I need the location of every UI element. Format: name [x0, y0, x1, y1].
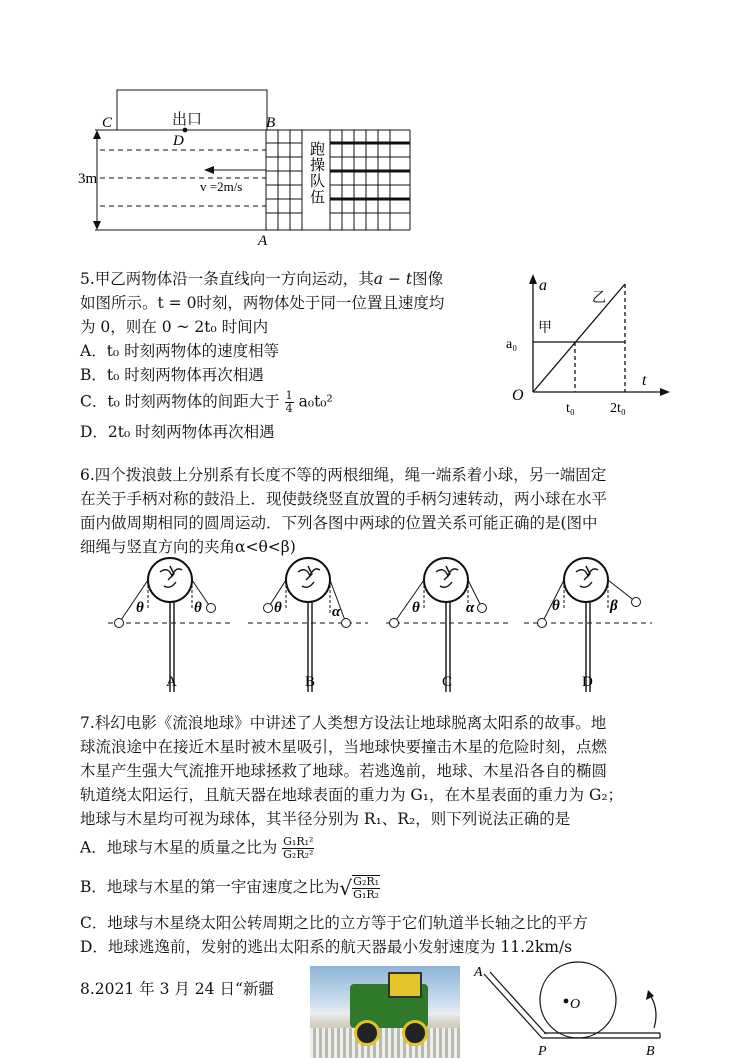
q5-line3: 为 0，则在 0 ~ 2t₀ 时间内 [80, 318, 269, 336]
fig-b-label: B [305, 674, 316, 690]
at-graph [500, 270, 675, 420]
q8-point-a: A [474, 965, 483, 980]
q5-option-b: B．t₀ 时刻两物体再次相遇 [80, 366, 264, 384]
fig-b-left-angle: θ [274, 600, 282, 616]
q7-line1: 7.科幻电影《流浪地球》中讲述了人类想方设法让地球脱离太阳系的故事。地 [80, 714, 607, 732]
q5-option-a: A．t₀ 时刻两物体的速度相等 [80, 342, 280, 360]
point-d-label: D [173, 133, 184, 149]
q6-line4: 细绳与竖直方向的夹角α<θ<β) [80, 538, 296, 556]
fig-c-right-angle: α [466, 600, 475, 616]
q7-line5: 地球与木星均可视为球体，其半径分别为 R₁、R₂，则下列说法正确的是 [80, 810, 571, 828]
graph-a0-label: a₀ [506, 337, 518, 352]
q6-line2: 在关于手柄对称的鼓沿上．现使鼓绕竖直放置的手柄匀速转动，两小球在水平 [80, 490, 608, 508]
width-label: 3m [78, 171, 98, 187]
q8-line1: 8.2021 年 3 月 24 日“新疆 [80, 980, 274, 998]
q8-diagram [470, 960, 680, 1060]
q7-option-b: B．地球与木星的第一宇宙速度之比为√ $\frac{\text{G₂R₁}}{\text{G₁R₂}}$ [80, 875, 380, 901]
q7-option-c: C．地球与木星绕太阳公转周期之比的立方等于它们轨道半长轴之比的平方 [80, 914, 588, 932]
fig-a-label: A [166, 674, 177, 690]
graph-jia-label: 甲 [538, 321, 552, 336]
cotton-harvester-photo [310, 966, 460, 1058]
graph-x-axis-label: t [642, 372, 647, 389]
exit-diagram [80, 85, 420, 250]
q7-option-d: D．地球逃逸前，发射的逃出太阳系的航天器最小发射速度为 11.2km/s [80, 938, 573, 956]
q6-line1: 6.四个拨浪鼓上分别系有长度不等的两根细绳，绳一端系着小球，另一端固定 [80, 466, 607, 484]
q8-point-b: B [646, 1044, 655, 1059]
point-a-label: A [258, 233, 268, 249]
q6-line3: 面内做周期相同的圆周运动．下列各图中两球的位置关系可能正确的是(图中 [80, 514, 598, 532]
q8-point-o: O [570, 997, 581, 1012]
fig-a-left-angle: θ [136, 600, 144, 616]
q5-option-d: D．2t₀ 时刻两物体再次相遇 [80, 423, 275, 441]
fig-d-label: D [582, 674, 593, 690]
q7-line2: 球流浪途中在接近木星时被木星吸引，当地球快要撞击木星的危险时刻，点燃 [80, 738, 608, 756]
fig-c-label: C [442, 674, 453, 690]
q8-point-p: P [538, 1044, 547, 1059]
point-c-label: C [102, 115, 113, 131]
fig-b-right-angle: α [332, 604, 341, 620]
fig-d-right-angle: β [610, 598, 618, 614]
fig-d-left-angle: θ [552, 598, 560, 614]
graph-t0-label: t₀ [566, 401, 575, 416]
q5-option-c: C．t₀ 时刻两物体的间距大于 $\frac{1}{4}$ a₀t₀² [80, 389, 333, 415]
q7-option-a: A．地球与木星的质量之比为 $\frac{\text{G₁R₁²}}{\text{G₂R₂²}}$ [80, 835, 314, 861]
graph-2t0-label: 2t₀ [610, 401, 626, 416]
fig-a-right-angle: θ [194, 600, 202, 616]
fig-c-left-angle: θ [412, 600, 420, 616]
q7-line3: 木星产生强大气流推开地球拯救了地球。若逃逸前，地球、木星沿各自的椭圆 [80, 762, 608, 780]
q7-line4: 轨道绕太阳运行，且航天器在地球表面的重力为 G₁，在木星表面的重力为 G₂； [80, 786, 624, 804]
team-label: 跑操队伍 [308, 141, 324, 205]
graph-yi-label: 乙 [592, 291, 606, 306]
graph-y-axis-label: a [539, 277, 547, 294]
speed-label: v =2m/s [200, 179, 243, 194]
exit-label: 出口 [172, 112, 203, 128]
drum-figures [100, 550, 660, 695]
graph-origin-label: O [512, 387, 524, 404]
q5-line2: 如图所示。t = 0时刻，两物体处于同一位置且速度均 [80, 294, 445, 312]
q5-line1: 5.甲乙两物体沿一条直线向一方向运动，其a − t图像 [80, 270, 444, 288]
point-b-label: B [266, 115, 276, 131]
